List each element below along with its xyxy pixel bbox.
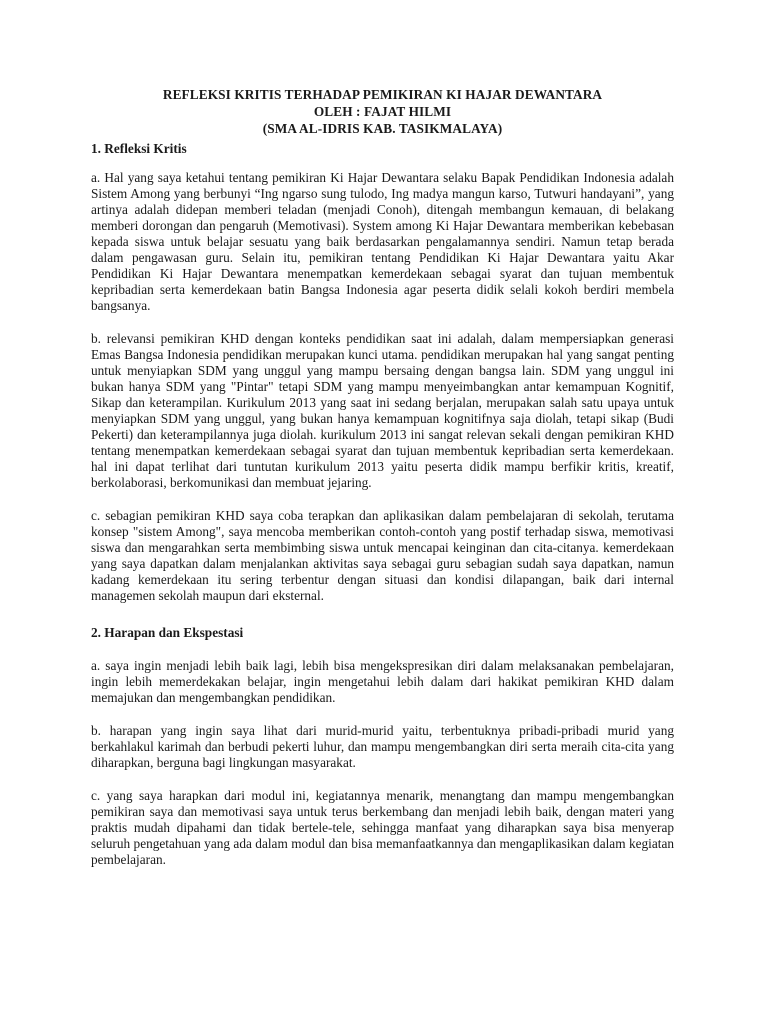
document-title: REFLEKSI KRITIS TERHADAP PEMIKIRAN KI HAJAR DEWANTARA: [162, 87, 603, 102]
section-heading-harapan: 2. Harapan dan Ekspestasi: [91, 625, 244, 640]
paragraph-2b: b. harapan yang ingin saya lihat dari murid-murid yaitu, terbentuknya pribadi-pribadi murid yang berkahlakul karimah dan berbudi pekerti luhur, dan mampu mengembangkan diri serta meraih cita-cita yang diharapkan, berguna bagi lingkungan masyarakat.: [91, 723, 674, 770]
paragraph-1c: c. sebagian pemikiran KHD saya coba terapkan dan aplikasikan dalam pembelajaran di sekolah, terutama konsep "sistem Among", saya mencoba memberikan contoh-contoh yang postif terhadap siswa, memotivasi siswa dan mengarahkan serta membimbing siswa untuk mencapai keinginan dan cita-citanya. kemerdekaan yang saya dapatkan dalam menjalankan aktivitas saya sebagai guru sebagian sudah saya dapatkan, namun kadang kemerdekaan itu sering terbentur dengan situasi dan kondisi dilapangan, baik dari internal managemen sekolah maupun dari eksternal.: [91, 508, 674, 603]
paragraph-1b: b. relevansi pemikiran KHD dengan konteks pendidikan saat ini adalah, dalam mempersiapkan generasi Emas Bangsa Indonesia pendidikan merupakan kunci utama. pendidikan merupakan hal yang sangat penting untuk menyiapkan SDM yang unggul yang mampu bersaing dengan bangsa lain. SDM yang unggul ini bukan hanya SDM yang "Pintar" tetapi SDM yang mampu menyeimbangkan antar kemampuan Kognitif, Sikap dan keterampilan. Kurikulum 2013 yang saat ini sedang berjalan, merupakan salah satu upaya untuk menyiapkan SDM yang unggul, yang bukan hanya kemampuan kognitifnya saja diolah, tetapi sikap (Budi Pekerti) dan keterampilannya juga diolah. kurikulum 2013 ini sangat relevan sekali dengan pemikiran KHD tentang menempatkan kemerdekaan sebagai syarat dan tujuan membentuk kepribadian serta kemerdekaan. hal ini dapat terlihat dari tuntutan kurikulum 2013 yaitu peserta didik mampu berfikir kritis, kreatif, berkolaborasi, berkomunikasi dan membuat jejaring.: [91, 331, 674, 490]
paragraph-2c: c. yang saya harapkan dari modul ini, kegiatannya menarik, menangtang dan mampu mengembangkan pemikiran saya dan memotivasi saya untuk terus berkembang dan menjadi lebih baik, dengan materi yang praktis mudah dipahami dan tidak bertele-tele, sehingga manfaat yang diharapkan saya bisa menyerap seluruh pengetahuan yang ada dalam modul dan bisa memanfaatkannya dan mengaplikasikan dalam kegiatan pembelajaran.: [91, 788, 674, 867]
document-author: OLEH : FAJAT HILMI: [313, 104, 452, 119]
section-heading-refleksi-kritis: 1. Refleksi Kritis: [91, 141, 187, 156]
document-page: [91, 86, 674, 868]
paragraph-1a: a. Hal yang saya ketahui tentang pemikiran Ki Hajar Dewantara selaku Bapak Pendidikan Indonesia adalah Sistem Among yang berbunyi “Ing ngarso sung tulodo, Ing madya mangun karso, Tutwuri handayani”, yang artinya adalah didepan memberi teladan (menjadi Conoh), ditengah membangun kemauan, di belakang memberi dorongan dan pengaruh (Memotivasi). System among Ki Hajar Dewantara memberikan kebebasan kepada siswa untuk belajar sesuatu yang baik berdasarkan pengalamannya sendiri. Namun tetap berada dalam pengawasan guru. Selain itu, pemikiran tentang Pendidikan Ki Hajar Dewantara yaitu Akar Pendidikan Ki Hajar Dewantara menempatkan kemerdekaan sebagai syarat dan tujuan membentuk kepribadian serta kemerdekaan batin Bangsa Indonesia agar peserta didik selali kokoh berdiri membela bangsanya.: [91, 170, 674, 313]
document-school: (SMA AL-IDRIS KAB. TASIKMALAYA): [262, 121, 503, 136]
paragraph-2a: a. saya ingin menjadi lebih baik lagi, lebih bisa mengekspresikan diri dalam melaksanakan pembelajaran, ingin lebih memerdekakan belajar, ingin mengetahui lebih dalam dari hakikat pemikiran KHD dalam memajukan dan mengembangkan pendidikan.: [91, 658, 674, 705]
